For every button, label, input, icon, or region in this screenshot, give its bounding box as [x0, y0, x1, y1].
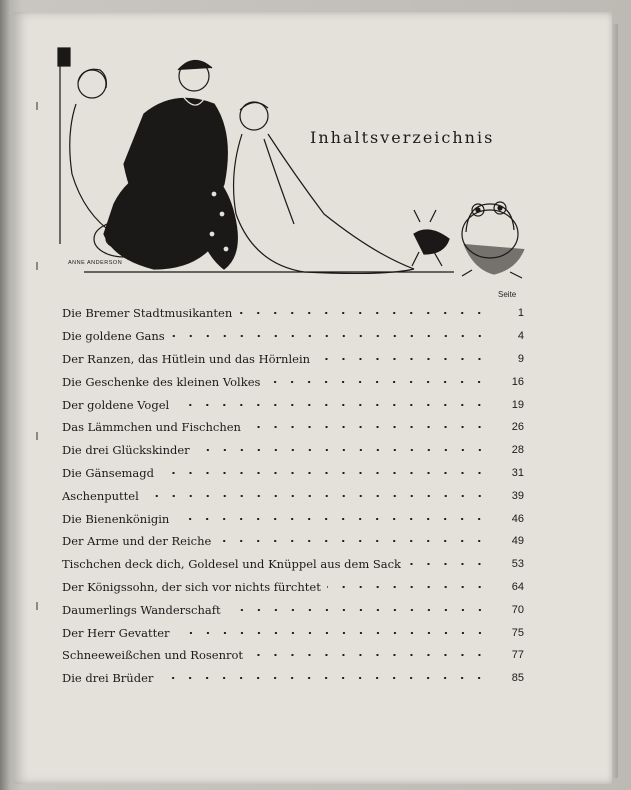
toc-entry-page: 1 — [517, 307, 524, 320]
toc-leader-dots — [175, 518, 488, 520]
toc-leader-dots — [171, 335, 488, 337]
toc-leader-dots — [407, 563, 488, 565]
toc-entry-page: 28 — [511, 444, 524, 457]
toc-entry — [62, 621, 524, 644]
toc-entry-page: 16 — [511, 375, 524, 388]
toc-entry — [62, 576, 524, 599]
toc-leader-dots — [160, 472, 488, 474]
toc-entry — [62, 667, 524, 690]
toc-leader-dots — [266, 381, 488, 383]
toc-entry-title: Der goldene Vogel — [62, 398, 173, 412]
toc-entry-title: Die Bienenkönigin — [62, 512, 173, 526]
header-illustration — [54, 44, 534, 284]
toc-entry-title: Das Lämmchen und Fischchen — [62, 420, 245, 434]
toc-entry-page: 49 — [511, 535, 524, 548]
toc-entry-page: 9 — [517, 352, 524, 365]
toc-entry-title: Aschenputtel — [62, 489, 143, 503]
toc-entry-title: Der Herr Gevatter — [62, 626, 174, 640]
toc-entry-page: 4 — [517, 330, 524, 343]
toc-entry — [62, 598, 524, 621]
toc-entry-page: 39 — [511, 489, 524, 502]
toc-entry — [62, 507, 524, 530]
toc-entry-page: 46 — [511, 512, 524, 525]
binding-stitch — [36, 262, 38, 270]
toc-entry — [62, 553, 524, 576]
toc-leader-dots — [196, 449, 488, 451]
toc-leader-dots — [227, 609, 488, 611]
page-column-label: Seite — [498, 290, 517, 299]
toc-entry — [62, 393, 524, 416]
binding-stitch — [36, 602, 38, 610]
toc-leader-dots — [145, 495, 488, 497]
binding-stitch — [36, 102, 38, 110]
toc-entry-title: Die Bremer Stadtmusikanten — [62, 306, 236, 320]
toc-entry-page: 75 — [511, 626, 524, 639]
toc-entry-title: Die Geschenke des kleinen Volkes — [62, 375, 264, 389]
toc-entry-title: Die drei Brüder — [62, 671, 157, 685]
illustrator-signature: ANNE ANDERSON — [68, 260, 123, 266]
toc-entry-title: Daumerlings Wanderschaft — [62, 603, 225, 617]
toc-entry-title: Der Ranzen, das Hütlein und das Hörnlein — [62, 352, 314, 366]
toc-entry — [62, 644, 524, 667]
toc-entry-page: 77 — [511, 649, 524, 662]
toc-leader-dots — [316, 358, 488, 360]
toc-entry — [62, 439, 524, 462]
toc-leader-dots — [159, 677, 488, 679]
page-title: Inhaltsverzeichnis — [310, 128, 495, 147]
toc-leader-dots — [238, 312, 488, 314]
toc-entry — [62, 325, 524, 348]
toc-leader-dots — [175, 404, 488, 406]
toc-entry-page: 70 — [511, 603, 524, 616]
toc-entry — [62, 484, 524, 507]
toc-leader-dots — [327, 586, 488, 588]
toc-entry — [62, 370, 524, 393]
toc-entry-page: 53 — [511, 558, 524, 571]
toc-entry-title: Der Königssohn, der sich vor nichts fürchtet — [62, 580, 325, 594]
toc-entry — [62, 462, 524, 485]
toc-entry-page: 64 — [511, 580, 524, 593]
toc-entry-page: 85 — [511, 672, 524, 685]
toc-leader-dots — [249, 654, 488, 656]
toc-entry-title: Der Arme und der Reiche — [62, 534, 215, 548]
toc-entry-page: 26 — [511, 421, 524, 434]
toc-entry-title: Tischchen deck dich, Goldesel und Knüppel aus dem Sack — [62, 557, 405, 571]
toc-entry-page: 19 — [511, 398, 524, 411]
toc-entry-title: Schneeweißchen und Rosenrot — [62, 648, 247, 662]
toc-leader-dots — [217, 540, 488, 542]
toc-entry — [62, 530, 524, 553]
binding-stitch — [36, 432, 38, 440]
toc-leader-dots — [176, 632, 488, 634]
table-of-contents — [62, 302, 524, 690]
toc-entry-page: 31 — [511, 466, 524, 479]
toc-entry — [62, 302, 524, 325]
toc-entry-title: Die drei Glückskinder — [62, 443, 194, 457]
toc-entry — [62, 416, 524, 439]
toc-entry — [62, 348, 524, 371]
toc-entry-title: Die goldene Gans — [62, 329, 169, 343]
toc-entry-title: Die Gänsemagd — [62, 466, 158, 480]
toc-leader-dots — [247, 426, 488, 428]
